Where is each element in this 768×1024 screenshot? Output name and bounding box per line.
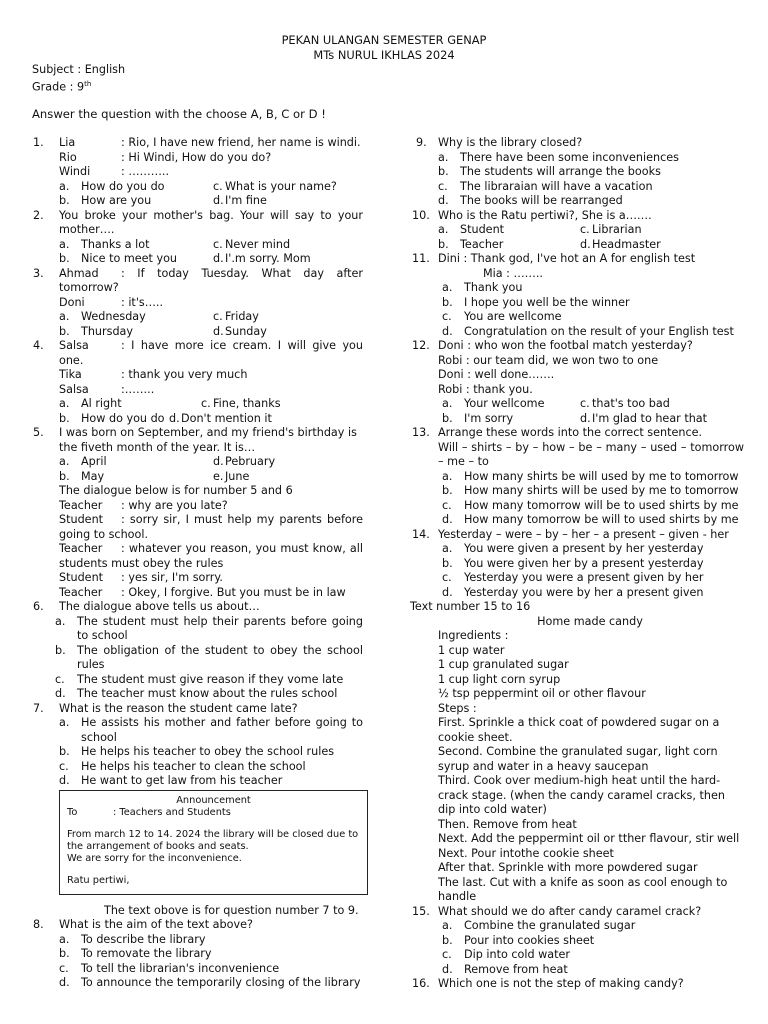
subject-line: Subject : English: [32, 63, 126, 76]
option-text: Pour into cookies sheet: [464, 933, 595, 947]
option-letter: d.: [213, 252, 224, 265]
option-text: Yesterday you were a present given by her: [464, 571, 704, 584]
option-text: I'm sorry: [464, 411, 514, 425]
option-letter: d.: [213, 324, 224, 338]
step-item: Then. Remove from heat: [438, 817, 577, 831]
option-text: How many shirts will be used by me to tomorrow: [464, 484, 739, 497]
announcement-body: From march 12 to 14. 2024 the library will be closed due to the arrangement of books and seats.: [67, 829, 359, 852]
dialogue-line: : Hi Windi, How do you do?: [121, 150, 272, 164]
speaker: Rio: [59, 150, 77, 164]
option-text: April: [81, 455, 107, 468]
announcement-to-label: To: [67, 807, 78, 818]
question-text: What is the aim of the text above?: [59, 918, 253, 931]
option-letter: a.: [59, 179, 70, 193]
option-letter: d.: [442, 962, 453, 976]
option-text: To describe the library: [81, 932, 206, 946]
question-text: I was born on September, and my friend's birthday is the fiveth month of the year. It is…: [59, 426, 357, 454]
reading-text: [410, 600, 744, 905]
option-letter: a.: [59, 397, 70, 410]
ingredient-item: 1 cup water: [438, 643, 505, 657]
option-letter: b.: [442, 933, 453, 947]
option-letter: d.: [580, 411, 591, 425]
option-text: I'.m sorry. Mom: [225, 252, 311, 265]
option-text: Wednesday: [81, 310, 146, 323]
option-letter: d.: [169, 411, 180, 425]
option-letter: a.: [442, 469, 453, 483]
speaker: Doni: [59, 295, 85, 309]
option-text: How do you do: [81, 179, 165, 193]
option-letter: c.: [442, 498, 452, 512]
option-letter: b.: [442, 295, 453, 309]
option-text: June: [225, 469, 250, 483]
option-letter: c.: [580, 223, 590, 236]
question-number: 7.: [33, 701, 44, 715]
option-text: Sunday: [225, 324, 267, 338]
option-letter: c.: [59, 961, 69, 975]
option-letter: d.: [442, 513, 453, 526]
question-number: 10.: [412, 208, 430, 222]
option-text: Thanks a lot: [81, 237, 150, 251]
step-item: Third. Cook over medium-high heat until the hard-crack stage. (when the candy caramel cracks, then dip into cold water): [438, 774, 725, 816]
option-letter: b.: [59, 469, 70, 483]
question-text: Arrange these words into the correct sentence.: [438, 426, 703, 439]
option-letter: a.: [442, 919, 453, 932]
speaker: Tika: [59, 368, 82, 381]
question-text: The dialogue above tells us about…: [59, 600, 260, 613]
option-text: He helps his teacher to obey the school rules: [81, 745, 335, 758]
dialogue-intro: The dialogue below is for number 5 and 6: [59, 484, 293, 497]
option-text: Nice to meet you: [81, 252, 178, 265]
question-8: [33, 918, 363, 991]
question-number: 11.: [412, 252, 430, 265]
option-text: Never mind: [225, 237, 291, 251]
option-text: He assists his mother and father before going to school: [81, 716, 363, 744]
word-list: Will – shirts – by – how – be – many – used – tomorrow – me – to: [438, 440, 744, 468]
question-1: [33, 136, 363, 209]
speaker: Salsa: [59, 339, 89, 352]
question-text: Yesterday – were – by – her – a present – given - her: [438, 527, 729, 541]
option-letter: d.: [442, 585, 453, 599]
option-text: There have been some inconveniences: [460, 150, 679, 164]
option-text: How do you do: [81, 411, 165, 425]
speaker: Teacher: [59, 498, 103, 512]
option-text: I'm glad to hear that: [592, 411, 708, 425]
dialogue-line: Robi : thank you.: [438, 382, 533, 396]
option-text: The student must help their parents before going to school: [77, 614, 363, 642]
dialogue-line: : thank you very much: [121, 368, 248, 381]
option-letter: a.: [442, 397, 453, 410]
option-letter: b.: [59, 324, 70, 338]
dialogue-line: Doni : well done…….: [438, 368, 555, 381]
option-letter: b.: [59, 194, 70, 207]
dialogue-line: : ………..: [121, 165, 170, 178]
ingredients-label: Ingredients :: [438, 629, 509, 642]
question-12: [412, 339, 744, 426]
option-text: To removate the library: [81, 947, 212, 960]
option-letter: e.: [213, 469, 224, 483]
option-letter: c.: [213, 237, 223, 251]
option-letter: a.: [59, 455, 70, 468]
question-14: [412, 528, 744, 601]
dialogue-line: : Rio, I have new friend, her name is windi.: [121, 136, 361, 149]
option-letter: d.: [55, 687, 66, 700]
ingredient-item: ½ tsp peppermint oil or other flavour: [438, 687, 646, 700]
speaker: Teacher: [59, 585, 103, 599]
question-text: Dini : Thank god, I've hot an A for english test: [438, 252, 696, 265]
dialogue-line: : whatever you reason, you must know, all students must obey the rules: [59, 542, 363, 570]
option-letter: a.: [442, 542, 453, 555]
option-text: Pebruary: [225, 455, 276, 468]
announcement-box: [59, 790, 368, 895]
option-text: Librarian: [592, 223, 642, 236]
question-text: Why is the library closed?: [438, 136, 583, 149]
option-text: You were given her by a present yesterday: [464, 556, 704, 570]
dialogue-line: : I have more ice cream. I will give you one.: [59, 339, 363, 367]
option-letter: c.: [201, 397, 211, 410]
option-text: Combine the granulated sugar: [464, 919, 636, 932]
option-text: Friday: [225, 310, 259, 323]
option-letter: c.: [213, 179, 223, 193]
dialogue-line: : it's…..: [121, 295, 164, 309]
option-letter: c.: [442, 571, 452, 584]
question-number: 1.: [33, 136, 44, 149]
grade-line: [32, 77, 91, 95]
option-letter: d.: [59, 976, 70, 989]
step-item: The last. Cut with a knife as soon as cool enough to handle: [438, 875, 728, 903]
option-letter: a.: [59, 310, 70, 323]
dialogue-line: : If today Tuesday. What day after tomorrow?: [59, 266, 363, 294]
announcement-to-value: : Teachers and Students: [113, 807, 231, 818]
option-text: Al right: [81, 397, 122, 410]
option-letter: b.: [59, 411, 70, 425]
option-letter: c.: [580, 397, 590, 410]
dialogue-line: : sorry sir, I must help my parents before going to school.: [59, 513, 363, 541]
option-letter: b.: [442, 484, 453, 497]
question-number: 4.: [33, 339, 44, 352]
option-letter: d.: [59, 774, 70, 787]
speaker: Salsa: [59, 382, 89, 396]
option-text: Fine, thanks: [213, 397, 281, 410]
speaker: Ahmad: [59, 266, 99, 280]
question-number: 12.: [412, 339, 430, 352]
question-number: 5.: [33, 426, 44, 439]
option-letter: b.: [55, 643, 66, 657]
question-number: 16.: [412, 977, 430, 990]
speaker: Lia: [59, 136, 76, 149]
left-column: [33, 136, 363, 789]
option-text: The books will be rearranged: [460, 194, 623, 207]
option-letter: c.: [442, 310, 452, 323]
option-letter: b.: [438, 165, 449, 178]
speaker: Student: [59, 513, 104, 526]
grade-label: Grade : 9: [32, 80, 85, 94]
exam-title: PEKAN ULANGAN SEMESTER GENAP: [281, 33, 487, 47]
option-text: I hope you well be the winner: [464, 295, 630, 309]
dialogue-line: : Okey, I forgive. But you must be in law: [121, 585, 346, 599]
option-text: How many tomorrow be will to used shirts by me: [464, 513, 739, 526]
question-16: [412, 977, 744, 992]
option-letter: a.: [59, 932, 70, 946]
grade-superscript: th: [84, 80, 92, 88]
step-item: Second. Combine the granulated sugar, light corn syrup and water in a heavy saucepan: [438, 745, 718, 773]
step-item: First. Sprinkle a thick coat of powdered sugar on a cookie sheet.: [438, 716, 720, 744]
option-text: The obligation of the student to obey the school rules: [77, 643, 363, 671]
option-letter: b.: [59, 947, 70, 960]
question-15: [412, 905, 744, 978]
dialogue-line: : yes sir, I'm sorry.: [121, 571, 223, 584]
question-9: [412, 136, 744, 209]
question-13: [412, 426, 744, 528]
option-letter: b.: [438, 237, 449, 251]
question-11: [412, 252, 744, 339]
announcement-apology: We are sorry for the inconvenience.: [67, 853, 242, 864]
option-text: Don't mention it: [181, 411, 272, 425]
announcement-title: Announcement: [176, 795, 251, 806]
option-letter: a.: [438, 150, 449, 164]
option-text: The students will arrange the books: [460, 165, 661, 178]
option-text: Dip into cold water: [464, 948, 571, 961]
question-4: [33, 339, 363, 426]
option-text: How many shirts be will used by me to tomorrow: [464, 469, 739, 483]
question-text: Doni : who won the footbal match yesterday?: [438, 339, 693, 352]
option-letter: d.: [442, 324, 453, 338]
option-text: What is your name?: [225, 179, 337, 193]
question-number: 14.: [412, 527, 430, 541]
option-text: Thursday: [81, 324, 134, 338]
option-letter: a.: [55, 614, 66, 628]
option-text: To tell the librarian's inconvenience: [81, 961, 280, 975]
option-letter: d.: [580, 237, 591, 251]
option-letter: c.: [55, 672, 65, 686]
ingredient-item: 1 cup light corn syrup: [438, 672, 561, 686]
option-letter: d.: [213, 455, 224, 468]
question-number: 8.: [33, 918, 44, 931]
reading-title: Home made candy: [537, 614, 643, 628]
question-text: What is the reason the student came late?: [59, 701, 298, 715]
question-7: [33, 702, 363, 789]
option-text: The teacher must know about the rules school: [77, 687, 338, 700]
option-letter: b.: [442, 411, 453, 425]
option-text: Headmaster: [592, 237, 661, 251]
option-text: Student: [460, 223, 505, 236]
option-text: I'm fine: [225, 194, 267, 207]
question-10: [412, 209, 744, 253]
option-text: Thank you: [464, 281, 523, 294]
step-item: Next. Add the peppermint oil or tther flavour, stir well: [438, 832, 740, 845]
question-number: 3.: [33, 266, 44, 280]
option-letter: a.: [438, 223, 449, 236]
question-text: You broke your mother's bag. Your will say to your mother….: [59, 208, 363, 236]
speaker: Windi: [59, 165, 91, 178]
question-number: 15.: [412, 904, 430, 918]
announcement-signature: Ratu pertiwi,: [67, 875, 130, 886]
option-text: To announce the temporarily closing of the library: [81, 976, 361, 989]
question-3: [33, 267, 363, 340]
dialogue-line: Robi : our team did, we won two to one: [438, 353, 659, 367]
option-letter: c.: [213, 310, 223, 323]
step-item: Next. Pour intothe cookie sheet: [438, 846, 614, 860]
option-letter: b.: [59, 745, 70, 758]
option-text: Yesterday you were by her a present given: [464, 585, 704, 599]
option-text: Teacher: [460, 237, 504, 251]
option-text: How are you: [81, 194, 152, 207]
steps-label: Steps :: [438, 701, 477, 715]
option-text: May: [81, 469, 105, 483]
right-column: [412, 136, 744, 992]
text-note: The text obove is for question number 7 to 9.: [104, 904, 359, 917]
option-letter: c.: [442, 948, 452, 961]
speaker: Student: [59, 571, 104, 584]
question-number: 2.: [33, 208, 44, 222]
instruction: Answer the question with the choose A, B, C or D !: [32, 107, 326, 121]
option-text: Your wellcome: [464, 397, 545, 410]
dialogue-line: Mia : ……..: [483, 266, 543, 280]
school-name: MTs NURUL IKHLAS 2024: [313, 48, 455, 62]
option-text: The libraraian will have a vacation: [460, 179, 653, 193]
option-text: He want to get law from his teacher: [81, 774, 283, 787]
option-text: You are wellcome: [464, 310, 562, 323]
option-text: He helps his teacher to clean the school: [81, 759, 306, 773]
option-text: that's too bad: [592, 397, 670, 410]
ingredient-item: 1 cup granulated sugar: [438, 658, 569, 671]
option-letter: c.: [438, 179, 448, 193]
question-6: [33, 600, 363, 702]
question-2: [33, 209, 363, 267]
speaker: Teacher: [59, 542, 103, 555]
option-letter: d.: [438, 194, 449, 207]
dialogue-line: :……..: [121, 382, 155, 396]
question-number: 9.: [416, 136, 427, 149]
question-5: [33, 426, 363, 600]
question-number: 13.: [412, 426, 430, 439]
option-text: Remove from heat: [464, 962, 568, 976]
question-number: 6.: [33, 600, 44, 613]
dialogue-line: : why are you late?: [121, 498, 228, 512]
question-text: Which one is not the step of making candy?: [438, 977, 684, 990]
option-letter: b.: [442, 556, 453, 570]
reading-intro: Text number 15 to 16: [410, 600, 531, 613]
option-text: You were given a present by her yesterday: [464, 542, 704, 555]
option-text: The student must give reason if they vome late: [77, 672, 344, 686]
step-item: After that. Sprinkle with more powdered sugar: [438, 861, 698, 874]
question-text: Who is the Ratu pertiwi?, She is a…….: [438, 208, 652, 222]
option-letter: c.: [59, 759, 69, 773]
option-letter: a.: [59, 716, 70, 729]
option-letter: a.: [442, 281, 453, 294]
option-text: How many tomorrow will be to used shirts by me: [464, 498, 739, 512]
question-text: What should we do after candy caramel crack?: [438, 904, 702, 918]
option-text: Congratulation on the result of your English test: [464, 324, 734, 338]
option-letter: b.: [59, 252, 70, 265]
option-letter: a.: [59, 237, 70, 251]
option-letter: d.: [213, 194, 224, 207]
